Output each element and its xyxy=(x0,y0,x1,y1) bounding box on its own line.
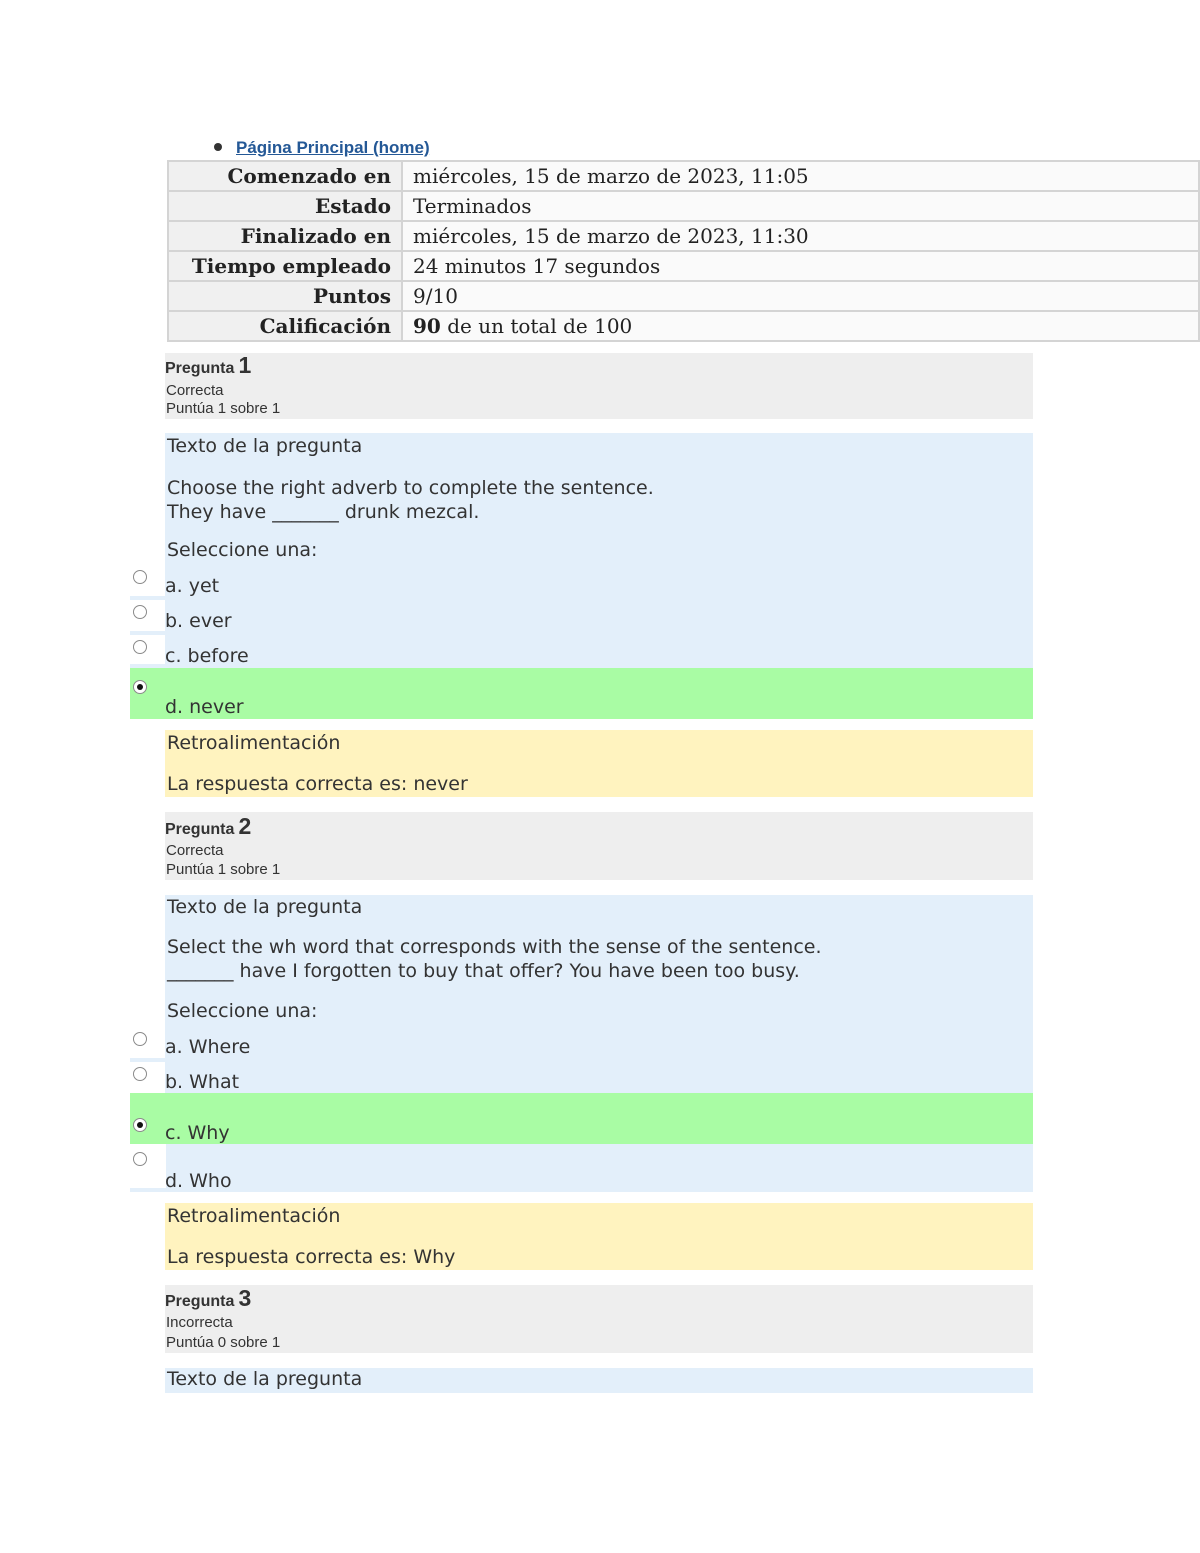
question-info xyxy=(165,1285,1033,1353)
radio-button[interactable] xyxy=(133,1152,147,1166)
answer-option[interactable] xyxy=(130,600,1033,635)
feedback-text: La respuesta correcta es: never xyxy=(167,773,468,795)
feedback-box xyxy=(165,730,1033,797)
summary-row xyxy=(168,311,1199,341)
question-prompt: They have _______ drunk mezcal. xyxy=(167,501,480,523)
summary-label: Calificación xyxy=(168,311,402,341)
summary-value xyxy=(402,311,1199,341)
question-number: 3 xyxy=(238,1285,252,1311)
answer-option[interactable] xyxy=(130,565,1033,600)
select-one-label: Seleccione una: xyxy=(167,539,318,561)
answer-option[interactable] xyxy=(130,635,1033,668)
question-grade: Puntúa 1 sobre 1 xyxy=(166,400,281,417)
answer-option-selected[interactable] xyxy=(130,668,1033,719)
summary-label: Comenzado en xyxy=(168,161,402,191)
answer-option[interactable] xyxy=(130,1144,1033,1192)
summary-value: miércoles, 15 de marzo de 2023, 11:30 xyxy=(402,221,1199,251)
question-title: Pregunta xyxy=(165,360,235,377)
summary-row xyxy=(168,191,1199,221)
question-grade: Puntúa 0 sobre 1 xyxy=(166,1334,281,1351)
feedback-header: Retroalimentación xyxy=(167,732,341,754)
radio-button-checked[interactable] xyxy=(133,1118,147,1132)
radio-button[interactable] xyxy=(133,640,147,654)
question-prompt: _______ have I forgotten to buy that offer? You have been too busy. xyxy=(167,960,800,982)
answer-gutter xyxy=(130,1144,166,1188)
radio-button[interactable] xyxy=(133,1067,147,1081)
answer-option[interactable] xyxy=(130,1027,1033,1062)
question-text-header: Texto de la pregunta xyxy=(167,1368,363,1390)
grade-score: 90 xyxy=(413,314,441,338)
home-link-label: Página Principal (home) xyxy=(236,138,430,157)
summary-label: Puntos xyxy=(168,281,402,311)
question-title: Pregunta xyxy=(165,821,235,838)
radio-button[interactable] xyxy=(133,570,147,584)
grade-total: de un total de 100 xyxy=(440,314,633,338)
question-state: Correcta xyxy=(166,382,224,399)
answer-label[interactable]: c. before xyxy=(165,645,249,667)
answer-label[interactable]: d. never xyxy=(165,696,244,718)
answer-label[interactable]: b. What xyxy=(165,1071,240,1093)
summary-value: Terminados xyxy=(402,191,1199,221)
question-title: Pregunta xyxy=(165,1293,235,1310)
answer-option-selected[interactable] xyxy=(130,1093,1033,1144)
question-info xyxy=(165,353,1033,419)
radio-button[interactable] xyxy=(133,605,147,619)
feedback-header: Retroalimentación xyxy=(167,1205,341,1227)
attempt-summary-table xyxy=(167,160,1200,342)
summary-label: Finalizado en xyxy=(168,221,402,251)
question-text-header: Texto de la pregunta xyxy=(167,435,363,457)
bullet-icon xyxy=(214,143,222,151)
summary-value: miércoles, 15 de marzo de 2023, 11:05 xyxy=(402,161,1199,191)
question-number: 1 xyxy=(238,352,252,378)
answer-label[interactable]: b. ever xyxy=(165,610,232,632)
answer-label[interactable]: c. Why xyxy=(165,1122,230,1144)
answer-option[interactable] xyxy=(130,1062,1033,1093)
question-prompt: Choose the right adverb to complete the sentence. xyxy=(167,477,654,499)
question-state: Incorrecta xyxy=(166,1314,233,1331)
answer-label[interactable]: d. Who xyxy=(165,1170,232,1192)
summary-value: 24 minutos 17 segundos xyxy=(402,251,1199,281)
select-one-label: Seleccione una: xyxy=(167,1000,318,1022)
question-grade: Puntúa 1 sobre 1 xyxy=(166,861,281,878)
summary-row xyxy=(168,281,1199,311)
question-content xyxy=(165,1368,1033,1393)
home-link[interactable] xyxy=(214,138,430,158)
radio-button-checked[interactable] xyxy=(133,680,147,694)
question-number: 2 xyxy=(238,813,252,839)
summary-row xyxy=(168,251,1199,281)
radio-button[interactable] xyxy=(133,1032,147,1046)
question-info xyxy=(165,812,1033,880)
feedback-text: La respuesta correcta es: Why xyxy=(167,1246,456,1268)
answer-label[interactable]: a. yet xyxy=(165,575,220,597)
summary-value: 9/10 xyxy=(402,281,1199,311)
summary-row xyxy=(168,161,1199,191)
question-prompt: Select the wh word that corresponds with the sense of the sentence. xyxy=(167,936,822,958)
feedback-box xyxy=(165,1203,1033,1270)
summary-label: Estado xyxy=(168,191,402,221)
summary-label: Tiempo empleado xyxy=(168,251,402,281)
question-state: Correcta xyxy=(166,842,224,859)
question-text-header: Texto de la pregunta xyxy=(167,896,363,918)
summary-row xyxy=(168,221,1199,251)
answer-label[interactable]: a. Where xyxy=(165,1036,251,1058)
